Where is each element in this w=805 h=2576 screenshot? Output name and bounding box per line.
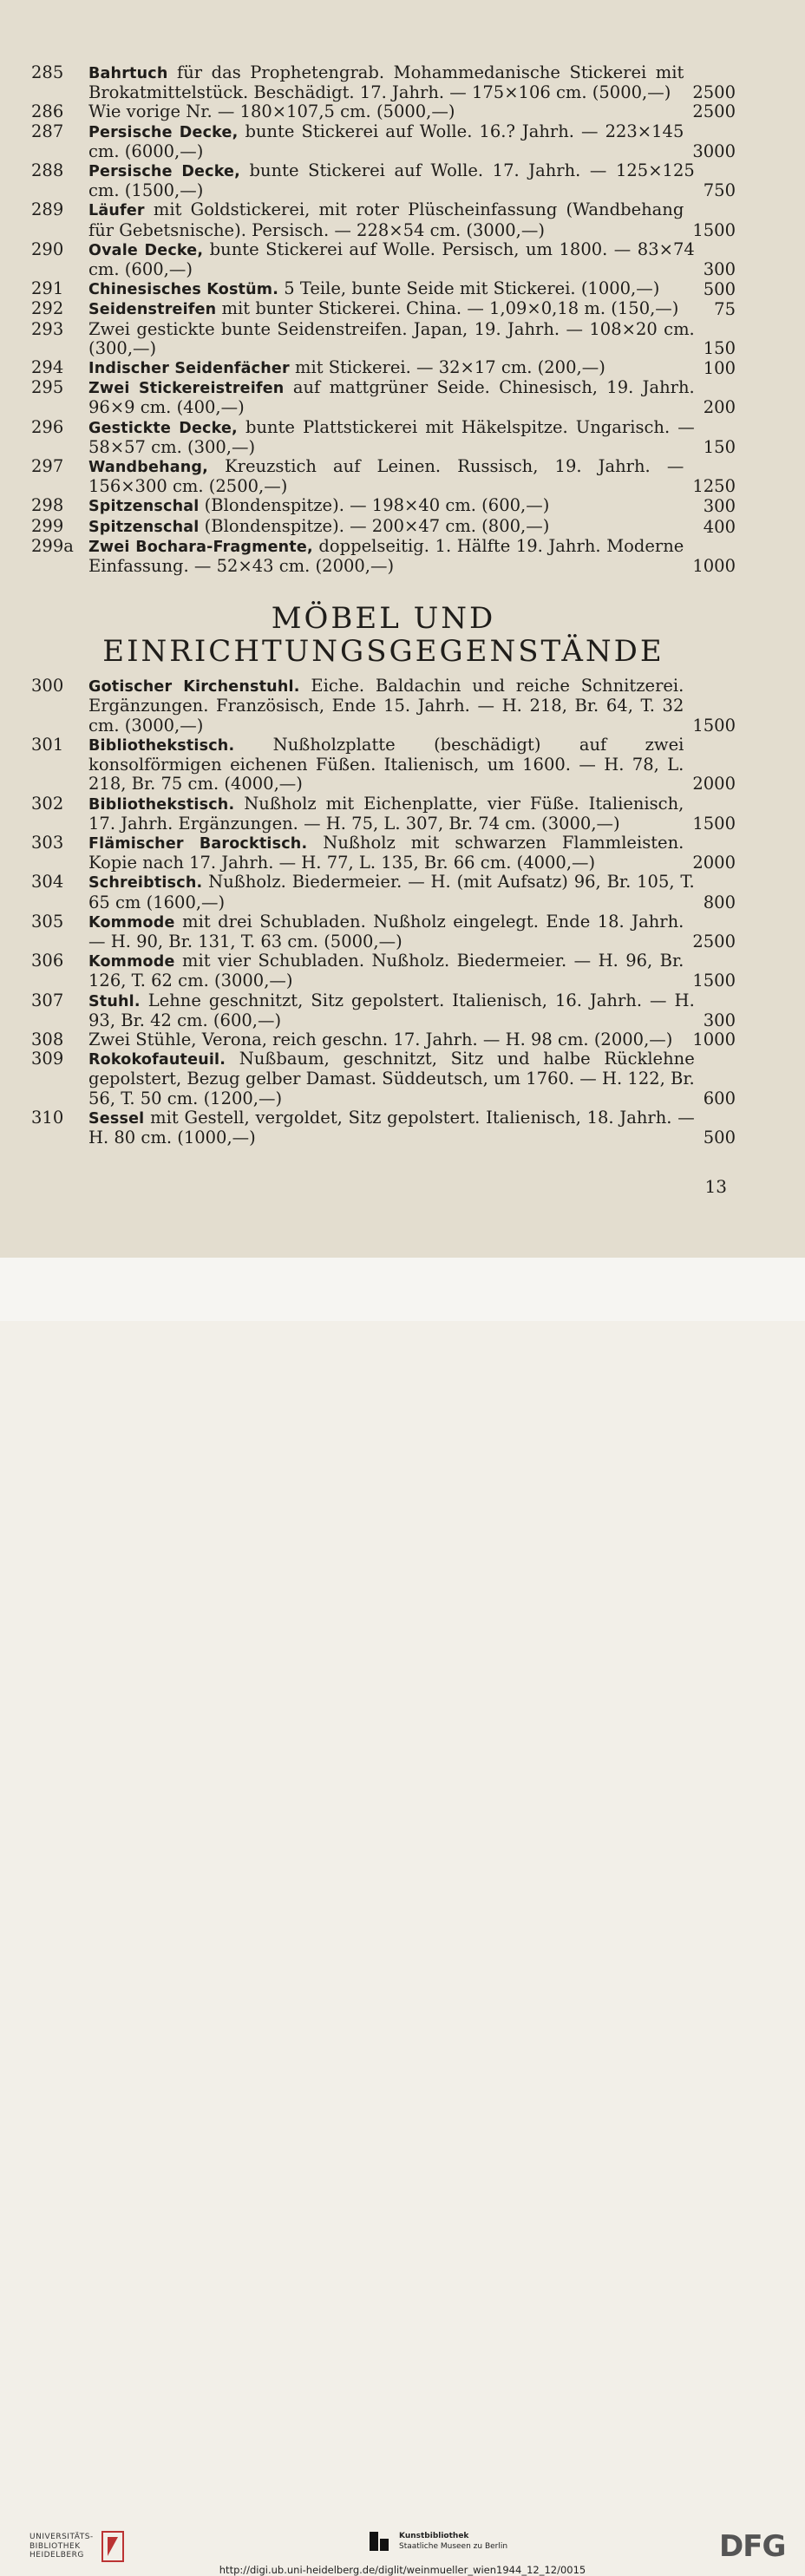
section-heading-line2: EINRICHTUNGSGEGENSTÄNDE: [102, 634, 664, 670]
catalog-entry: [31, 200, 736, 239]
lot-description: Zwei Stühle, Verona, reich geschn. 17. Jahrh. — H. 98 cm. (2000,—): [88, 1029, 673, 1049]
lot-title: Spitzenschal: [88, 518, 200, 536]
lot-number: 299a: [31, 535, 74, 556]
lot-number: 309: [31, 1049, 64, 1069]
lot-description: mit Gestell, vergoldet, Sitz gepolstert. Italienisch, 18. Jahrh. — H. 80 cm. (1000,—): [88, 1107, 695, 1147]
lot-description: Kreuzstich auf Leinen. Russisch, 19. Jahrh. — 156×300 cm. (2500,—): [88, 456, 684, 497]
source-url[interactable]: http://digi.ub.uni-heidelberg.de/diglit/weinmueller_wien1944_12_12/0015: [219, 2564, 586, 2576]
uni-line1: UNIVERSITÄTS-: [29, 2533, 94, 2542]
lot-title: Schreibtisch.: [88, 874, 203, 892]
lot-title: Flämischer Barocktisch.: [88, 834, 308, 853]
catalog-entry: [31, 537, 736, 576]
lot-title: Wandbehang,: [88, 459, 208, 477]
lot-description: Eiche. Baldachin und reiche Schnitzerei. Ergänzungen. Französisch, Ende 15. Jahrh. — H. 218, Br. 64, T. 32 cm. (3000,—): [88, 676, 684, 736]
lot-price: 300: [703, 259, 736, 280]
lot-title: Bibliothekstisch.: [88, 795, 235, 814]
kb-line2: Staatliche Museen zu Berlin: [399, 2542, 508, 2551]
lot-title: Kommode: [88, 953, 175, 971]
lot-description: Nußholz. Biedermeier. — H. (mit Aufsatz) 96, Br. 105, T. 65 cm (1600,—): [88, 872, 695, 912]
lot-price: 600: [703, 1088, 736, 1108]
lot-description: Zwei gestickte bunte Seidenstreifen. Japan, 19. Jahrh. — 108×20 cm. (300,—): [88, 318, 695, 358]
lot-number: 300: [31, 676, 64, 696]
lot-price: 2500: [692, 82, 736, 103]
lot-price: 1500: [692, 219, 736, 240]
lot-description: Nußbaum, geschnitzt, Sitz und halbe Rücklehne gepolstert, Bezug gelber Damast. Süddeutsch, um 1760. — H. 122, Br. 56, T. 50 cm. (1200,—): [88, 1049, 695, 1108]
lot-price: 2000: [692, 774, 736, 794]
lot-price: 400: [703, 516, 736, 537]
catalog-entry: [31, 794, 736, 834]
lot-title: Bahrtuch: [88, 65, 168, 82]
lot-price: 500: [703, 1127, 736, 1147]
lot-number: 296: [31, 416, 64, 437]
lot-title: Persische Decke,: [88, 123, 239, 141]
catalog-entry: [31, 1030, 736, 1049]
uni-line2: BIBLIOTHEK: [29, 2541, 81, 2551]
lot-title: Chinesisches Kostüm.: [88, 281, 279, 299]
lot-title: Läufer: [88, 202, 145, 220]
lot-price: 500: [703, 279, 736, 300]
lot-price: 2500: [692, 101, 736, 122]
section-heading-line1: MÖBEL UND: [271, 601, 496, 637]
lot-price: 1250: [692, 476, 736, 497]
catalog-entry: [31, 299, 736, 319]
furniture-entries: [31, 677, 736, 1147]
kb-line1: Kunstbibliothek: [399, 2532, 469, 2540]
lot-description: mit bunter Stickerei. China. — 1,09×0,18 m. (150,—): [216, 298, 679, 319]
lot-number: 295: [31, 377, 64, 398]
lot-number: 306: [31, 951, 64, 971]
kunstbibliothek-logo: [368, 2530, 507, 2553]
lot-price: 800: [703, 892, 736, 912]
lot-description: Lehne geschnitzt, Sitz gepolstert. Italienisch, 16. Jahrh. — H. 93, Br. 42 cm. (600,—): [88, 990, 695, 1030]
catalog-entry: [31, 418, 736, 457]
catalog-entry: [31, 122, 736, 161]
lot-number: 310: [31, 1107, 64, 1128]
lot-price: 200: [703, 397, 736, 418]
lot-price: 1000: [692, 1029, 736, 1049]
lot-price: 1500: [692, 971, 736, 991]
lot-description: für das Prophetengrab. Mohammedanische Stickerei mit Brokatmittelstück. Beschädigt. 17. Jahrh. — 175×106 cm. (5000,—): [88, 62, 684, 103]
lot-title: Sessel: [88, 1109, 145, 1128]
lot-price: 750: [703, 180, 736, 201]
lot-title: Kommode: [88, 913, 175, 932]
lot-title: Zwei Stickereistreifen: [88, 380, 285, 398]
catalog-entry: [31, 677, 736, 736]
lot-title: Bibliothekstisch.: [88, 736, 235, 755]
lot-title: Persische Decke,: [88, 163, 240, 181]
lot-description: (Blondenspitze). — 198×40 cm. (600,—): [199, 495, 550, 516]
catalog-entry: [31, 161, 736, 200]
dfg-logo: DFG: [719, 2529, 786, 2564]
lot-description: mit drei Schubladen. Nußholz eingelegt. Ende 18. Jahrh. — H. 90, Br. 131, T. 63 cm. (5000,—): [88, 911, 684, 951]
lot-price: 300: [703, 1010, 736, 1030]
lot-number: 294: [31, 357, 64, 378]
catalog-entries: [31, 63, 736, 1147]
lot-description: Nußholz mit Eichenplatte, vier Füße. Italienisch, 17. Jahrh. Ergänzungen. — H. 75, L. 307, Br. 74 cm. (3000,—): [88, 793, 684, 834]
catalog-entry: [31, 102, 736, 121]
lot-description: bunte Plattstickerei mit Häkelspitze. Ungarisch. — 58×57 cm. (300,—): [88, 416, 695, 457]
section-heading: [31, 602, 736, 668]
lot-description: mit Stickerei. — 32×17 cm. (200,—): [289, 357, 605, 378]
lot-price: 3000: [692, 141, 736, 161]
heidelberg-emblem-icon: [101, 2530, 125, 2563]
catalog-entry: [31, 1049, 736, 1108]
lot-number: 304: [31, 872, 64, 892]
lot-description: 5 Teile, bunte Seide mit Stickerei. (1000,—): [278, 278, 660, 299]
lot-description: (Blondenspitze). — 200×47 cm. (800,—): [199, 515, 550, 536]
lot-title: Spitzenschal: [88, 498, 200, 516]
lot-number: 292: [31, 298, 64, 319]
lot-price: 100: [703, 358, 736, 379]
lot-description: mit Goldstickerei, mit roter Plüscheinfassung (Wandbehang für Gebetsnische). Persisch. — 228×54 cm. (3000,—): [88, 199, 684, 240]
catalog-entry: [31, 320, 736, 358]
catalog-entry: [31, 951, 736, 991]
lot-number: 293: [31, 318, 64, 339]
lot-price: 1500: [692, 715, 736, 736]
lot-price: 1500: [692, 813, 736, 834]
lot-price: 150: [703, 436, 736, 457]
lot-number: 299: [31, 515, 64, 536]
lot-title: Ovale Decke,: [88, 241, 204, 259]
lot-title: Seidenstreifen: [88, 301, 217, 319]
catalog-entry: [31, 834, 736, 873]
lot-description: bunte Stickerei auf Wolle. 16.? Jahrh. — 223×145 cm. (6000,—): [88, 121, 684, 161]
lot-description: Wie vorige Nr. — 180×107,5 cm. (5000,—): [88, 101, 455, 122]
catalog-page: [0, 0, 805, 1258]
lot-number: 302: [31, 793, 64, 814]
catalog-entry: [31, 496, 736, 516]
lot-number: 298: [31, 495, 64, 516]
lot-number: 297: [31, 456, 64, 477]
lot-price: 75: [714, 299, 736, 320]
lot-description: bunte Stickerei auf Wolle. 17. Jahrh. — 125×125 cm. (1500,—): [88, 160, 695, 201]
lot-title: Indischer Seidenfächer: [88, 360, 290, 378]
lot-title: Gestickte Decke,: [88, 419, 238, 437]
lot-price: 150: [703, 337, 736, 358]
catalog-entry: [31, 457, 736, 496]
lot-description: auf mattgrüner Seide. Chinesisch, 19. Jahrh. 96×9 cm. (400,—): [88, 377, 695, 418]
lot-price: 2000: [692, 853, 736, 873]
page-number: 13: [704, 1176, 727, 1197]
university-library-logo: [29, 2530, 125, 2563]
lot-number: 289: [31, 199, 64, 220]
catalog-entry: [31, 912, 736, 951]
lot-description: doppelseitig. 1. Hälfte 19. Jahrh. Moderne Einfassung. — 52×43 cm. (2000,—): [88, 535, 684, 577]
lot-title: Stuhl.: [88, 992, 141, 1010]
lot-price: 300: [703, 496, 736, 517]
lot-number: 308: [31, 1029, 64, 1049]
catalog-entry: [31, 63, 736, 102]
lot-number: 307: [31, 990, 64, 1010]
catalog-entry: [31, 378, 736, 417]
lot-number: 288: [31, 160, 64, 181]
lot-description: bunte Stickerei auf Wolle. Persisch, um 1800. — 83×74 cm. (600,—): [88, 239, 695, 280]
lot-title: Rokokofauteuil.: [88, 1051, 226, 1069]
footer-bar: [0, 1258, 805, 2576]
uni-line3: HEIDELBERG: [29, 2551, 84, 2560]
catalog-entry: [31, 358, 736, 378]
textile-entries: [31, 63, 736, 576]
catalog-entry: [31, 873, 736, 912]
lot-number: 290: [31, 239, 64, 259]
catalog-entry: [31, 736, 736, 794]
catalog-entry: [31, 279, 736, 299]
lot-description: mit vier Schubladen. Nußholz. Biedermeier. — H. 96, Br. 126, T. 62 cm. (3000,—): [88, 951, 684, 991]
lot-number: 287: [31, 121, 64, 141]
catalog-entry: [31, 240, 736, 279]
lot-number: 303: [31, 832, 64, 853]
catalog-entry: [31, 1108, 736, 1147]
lot-number: 305: [31, 911, 64, 932]
catalog-entry: [31, 991, 736, 1030]
lot-number: 291: [31, 278, 64, 299]
lot-price: 1000: [692, 556, 736, 577]
catalog-entry: [31, 517, 736, 537]
lot-description: Nußholzplatte (beschädigt) auf zwei konsolförmigen eichenen Füßen. Italienisch, um 1600. — H. 78, L. 218, Br. 75 cm. (4000,—): [88, 734, 684, 794]
lot-description: Nußholz mit schwarzen Flammleisten. Kopie nach 17. Jahrh. — H. 77, L. 135, Br. 66 cm. (4000,—): [88, 832, 684, 873]
lot-title: Zwei Bochara-Fragmente,: [88, 538, 313, 556]
lot-number: 301: [31, 734, 64, 755]
lot-number: 285: [31, 62, 64, 82]
lot-price: 2500: [692, 931, 736, 951]
kunstbibliothek-emblem-icon: [368, 2530, 390, 2553]
lot-title: Gotischer Kirchenstuhl.: [88, 678, 300, 696]
lot-number: 286: [31, 101, 64, 122]
